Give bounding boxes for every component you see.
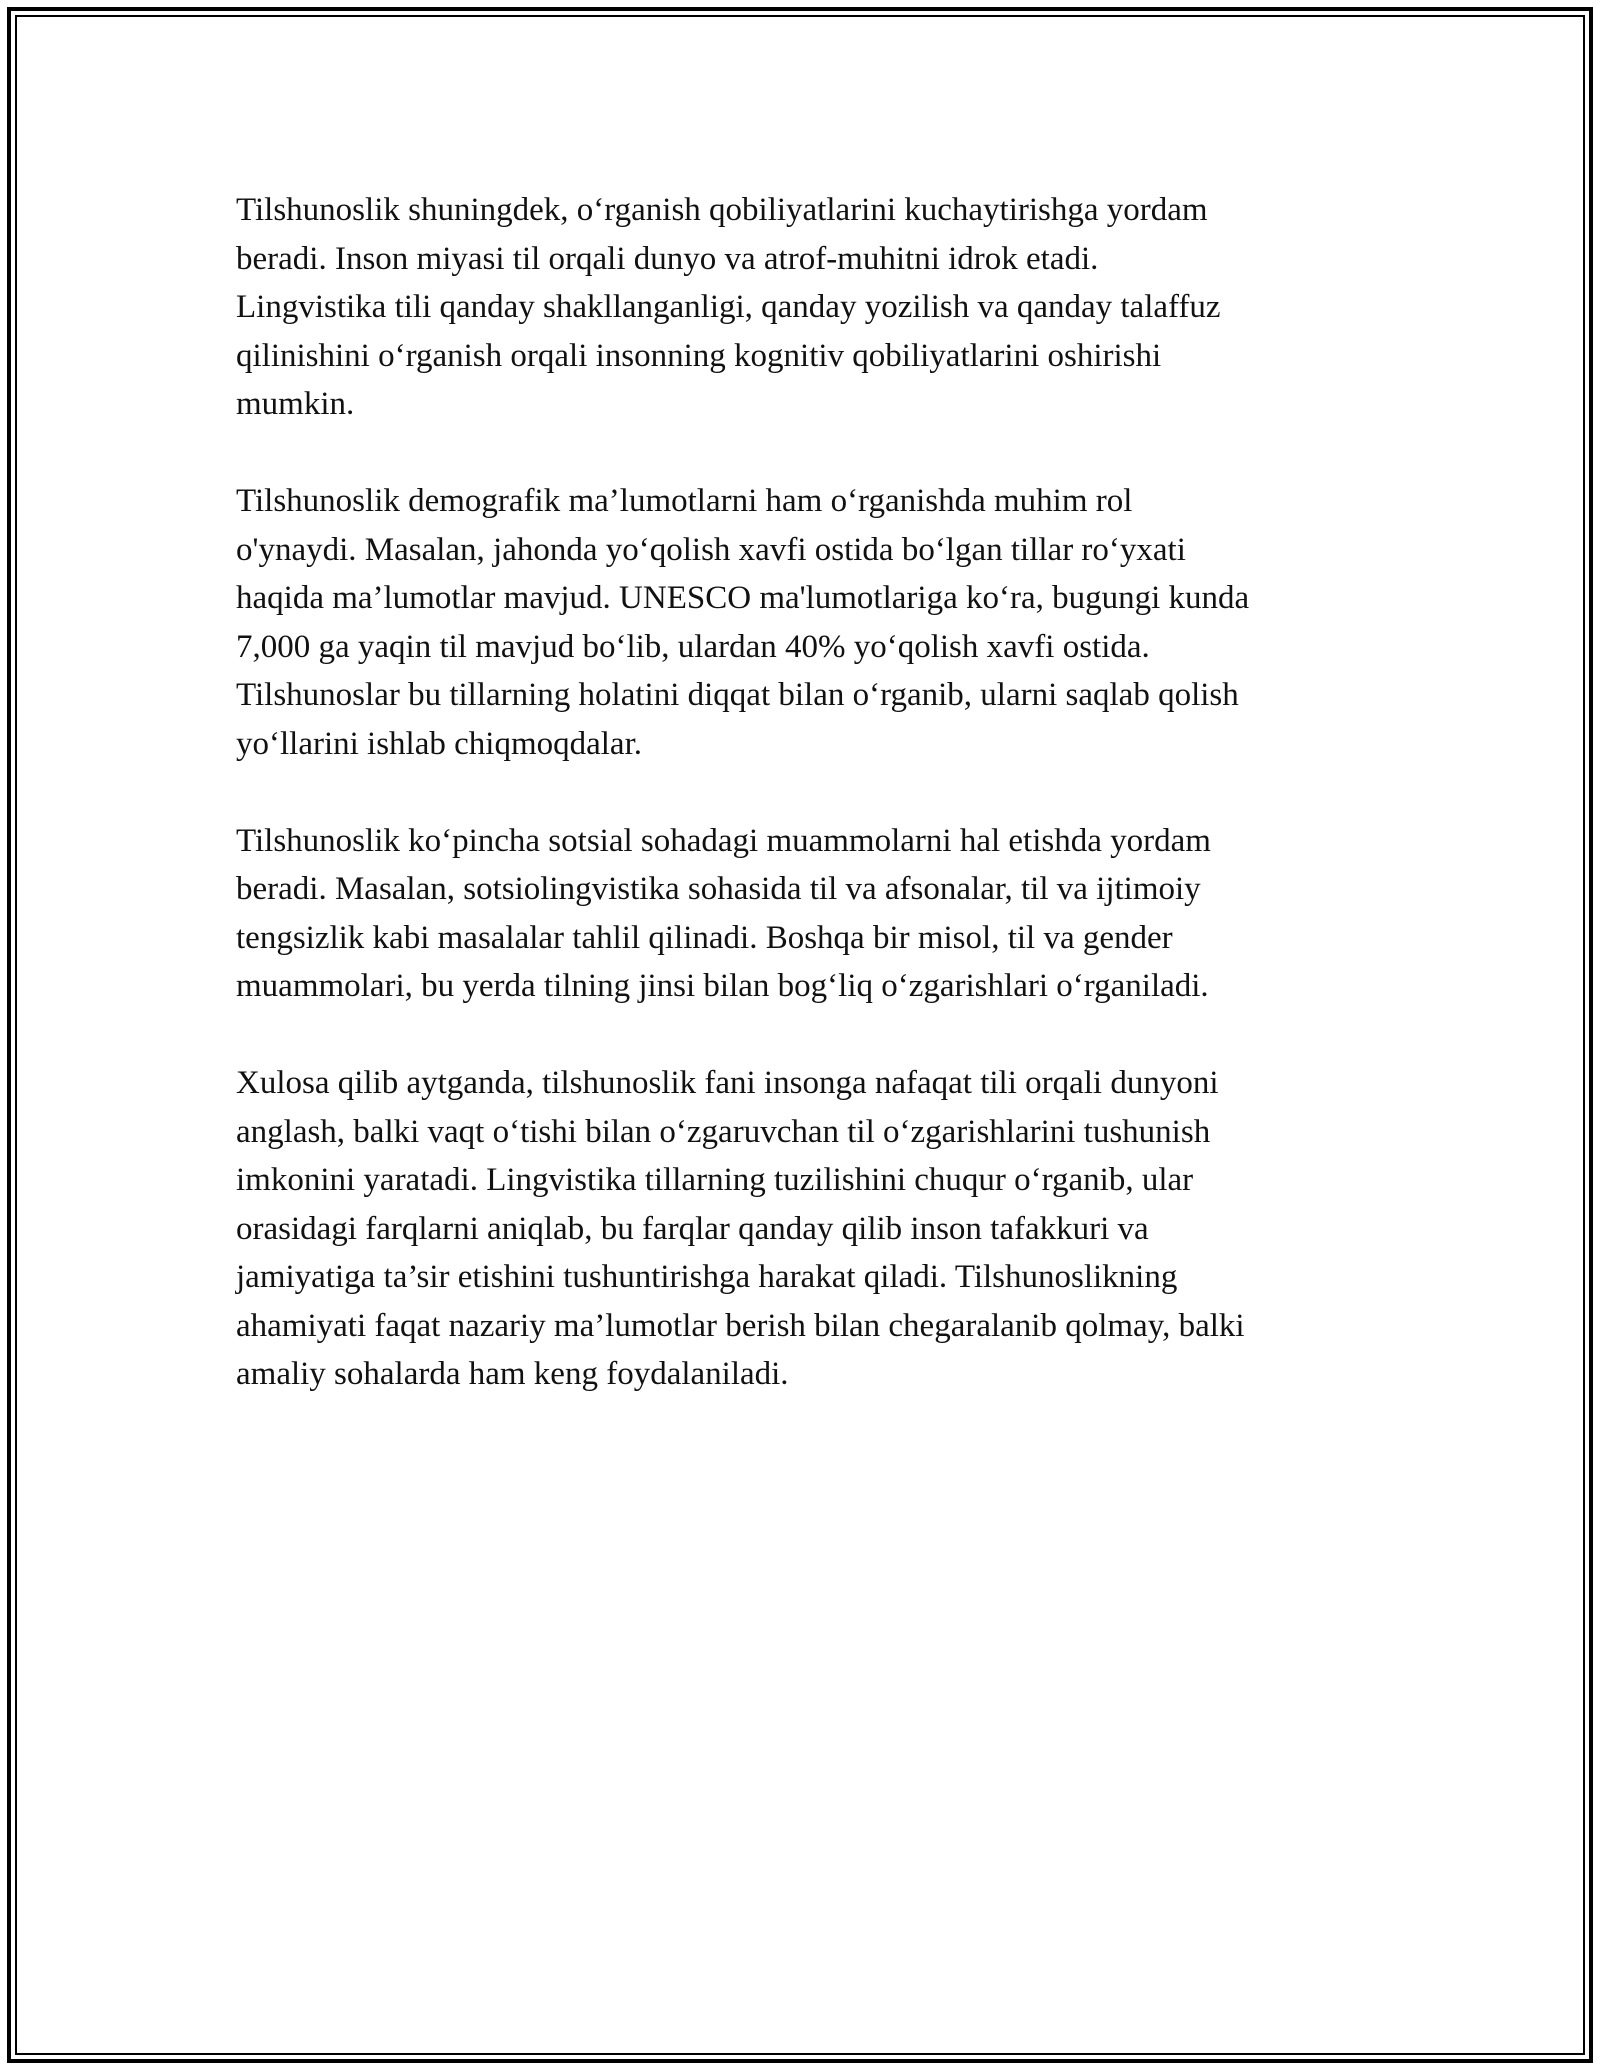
text-line: 7,000 ga yaqin til mavjud bo‘lib, ulardan 40% yo‘qolish xavfi ostida.	[236, 628, 1150, 665]
text-line: Xulosa qilib aytganda, tilshunoslik fani insonga nafaqat tili orqali dunyoni	[236, 1065, 1219, 1101]
text-line: anglash, balki vaqt o‘tishi bilan o‘zgaruvchan til o‘zgarishlarini tushunish	[236, 1113, 1211, 1150]
paragraph-social-problems	[236, 817, 1386, 1011]
text-line: beradi. Inson miyasi til orqali dunyo va atrof-muhitni idrok etadi.	[236, 240, 1099, 277]
text-line: ahamiyati faqat nazariy ma’lumotlar berish bilan chegaralanib qolmay, balki	[236, 1307, 1245, 1344]
paragraph-learning-abilities	[236, 186, 1386, 429]
text-line: qilinishini o‘rganish orqali insonning kognitiv qobiliyatlarini oshirishi	[236, 337, 1162, 374]
text-line: jamiyatiga ta’sir etishini tushuntirishga harakat qiladi. Tilshunoslikning	[236, 1259, 1178, 1295]
text-line: tengsizlik kabi masalalar tahlil qilinadi. Boshqa bir misol, til va gender	[236, 919, 1173, 956]
text-line: muammolari, bu yerda tilning jinsi bilan bog‘liq o‘zgarishlari o‘rganiladi.	[236, 968, 1209, 1004]
text-line: Tilshunoslik ko‘pincha sotsial sohadagi muammolarni hal etishda yordam	[236, 822, 1211, 859]
text-line: orasidagi farqlarni aniqlab, bu farqlar qanday qilib inson tafakkuri va	[236, 1210, 1149, 1247]
document-body	[236, 186, 1386, 1447]
text-line: yo‘llarini ishlab chiqmoqdalar.	[236, 725, 642, 762]
text-line: mumkin.	[236, 386, 355, 422]
paragraph-demographic-data	[236, 477, 1386, 768]
paragraph-conclusion	[236, 1059, 1386, 1399]
text-line: imkonini yaratadi. Lingvistika tillarning tuzilishini chuqur o‘rganib, ular	[236, 1162, 1194, 1198]
text-line: haqida ma’lumotlar mavjud. UNESCO ma'lumotlariga ko‘ra, bugungi kunda	[236, 580, 1250, 616]
text-line: Lingvistika tili qanday shakllanganligi, qanday yozilish va qanday talaffuz	[236, 289, 1221, 325]
text-line: Tilshunoslik shuningdek, o‘rganish qobiliyatlarini kuchaytirishga yordam	[236, 192, 1208, 228]
text-line: beradi. Masalan, sotsiolingvistika sohasida til va afsonalar, til va ijtimoiy	[236, 871, 1201, 907]
text-line: Tilshunoslik demografik ma’lumotlarni ham o‘rganishda muhim rol	[236, 483, 1133, 519]
text-line: amaliy sohalarda ham keng foydalaniladi.	[236, 1356, 789, 1392]
text-line: o'ynaydi. Masalan, jahonda yo‘qolish xavfi ostida bo‘lgan tillar ro‘yxati	[236, 531, 1186, 568]
text-line: Tilshunoslar bu tillarning holatini diqqat bilan o‘rganib, ularni saqlab qolish	[236, 677, 1239, 713]
